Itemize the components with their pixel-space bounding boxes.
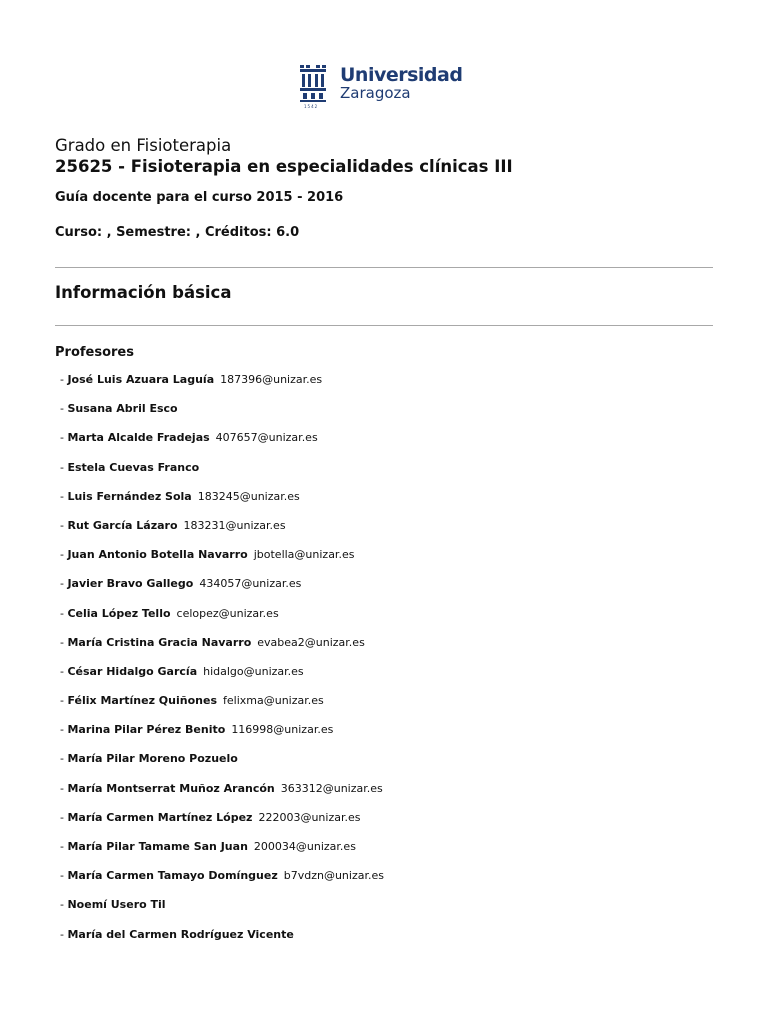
logo-year: 1542 (304, 104, 319, 109)
professors-heading: Profesores (55, 345, 134, 360)
professor-email[interactable]: 407657@unizar.es (215, 431, 318, 445)
professor-name: Celia López Tello (67, 606, 171, 620)
professor-email[interactable]: 187396@unizar.es (220, 373, 323, 386)
professor-item: - Juan Antonio Botella Navarro jbotella@unizar.es (60, 548, 355, 562)
logo-wordmark (340, 66, 462, 101)
professor-email[interactable]: hidalgo@unizar.es (203, 664, 304, 678)
professor-email[interactable]: jbotella@unizar.es (253, 548, 355, 562)
professor-item: - María Pilar Tamame San Juan 200034@unizar.es (60, 840, 356, 853)
professor-name: María Pilar Tamame San Juan (67, 840, 248, 853)
professor-item: - Marta Alcalde Fradejas 407657@unizar.es (60, 431, 318, 445)
guide-year: Guía docente para el curso 2015 - 2016 (55, 190, 344, 205)
professor-item: - Javier Bravo Gallego 434057@unizar.es (60, 577, 302, 591)
professor-email[interactable]: 363312@unizar.es (280, 781, 383, 795)
logo-line-zaragoza: Zaragoza (340, 84, 411, 102)
professor-item: - María del Carmen Rodríguez Vicente (60, 927, 294, 941)
professor-item: - Susana Abril Esco (60, 402, 178, 416)
professor-item: - Celia López Tello celopez@unizar.es (60, 606, 279, 620)
professor-item: - Félix Martínez Quiñones felixma@unizar.es (60, 694, 324, 708)
professor-name: María Montserrat Muñoz Arancón (67, 781, 275, 795)
professor-item: - José Luis Azuara Laguía 187396@unizar.es (60, 373, 323, 386)
professor-email[interactable]: b7vdzn@unizar.es (283, 869, 384, 883)
professor-name: Rut García Lázaro (67, 518, 178, 532)
professor-item: - María Cristina Gracia Navarro evabea2@unizar.es (60, 635, 365, 649)
professor-name: María Pilar Moreno Pozuelo (67, 752, 238, 766)
professor-item: - Estela Cuevas Franco (60, 460, 200, 474)
course-meta: Curso: , Semestre: , Créditos: 6.0 (55, 225, 300, 240)
professor-name: José Luis Azuara Laguía (67, 373, 215, 386)
degree-title: Grado en Fisioterapia (55, 136, 232, 155)
professor-name: María del Carmen Rodríguez Vicente (67, 927, 294, 941)
professor-email[interactable]: 200034@unizar.es (253, 840, 356, 853)
professor-item: - María Montserrat Muñoz Arancón 363312@unizar.es (60, 781, 383, 795)
divider-top (55, 267, 713, 268)
professor-name: Marta Alcalde Fradejas (67, 431, 210, 445)
professor-item: - Marina Pilar Pérez Benito 116998@unizar.es (60, 723, 334, 737)
professor-email[interactable]: felixma@unizar.es (223, 694, 324, 708)
crest-icon (298, 64, 328, 108)
divider-bottom (55, 325, 713, 326)
professor-name: Javier Bravo Gallego (67, 577, 194, 591)
professor-name: María Carmen Tamayo Domínguez (67, 869, 278, 883)
professor-item: - Luis Fernández Sola 183245@unizar.es (60, 489, 300, 503)
course-title: 25625 - Fisioterapia en especialidades clínicas III (55, 157, 513, 176)
professor-name: María Carmen Martínez López (67, 810, 253, 824)
professor-name: Félix Martínez Quiñones (67, 694, 217, 708)
university-logo (298, 64, 468, 112)
professor-item: - María Carmen Martínez López 222003@unizar.es (60, 810, 361, 824)
section-title: Información básica (55, 283, 232, 302)
professor-item: - Noemí Usero Til (60, 898, 166, 912)
professor-email[interactable]: evabea2@unizar.es (257, 635, 365, 649)
professor-email[interactable]: 434057@unizar.es (199, 577, 302, 591)
professor-name: Susana Abril Esco (67, 402, 178, 416)
professor-item: - María Carmen Tamayo Domínguez b7vdzn@unizar.es (60, 869, 384, 883)
professor-name: María Cristina Gracia Navarro (67, 635, 252, 649)
professor-list (60, 372, 384, 956)
professor-name: Estela Cuevas Franco (67, 460, 200, 474)
professor-item: - César Hidalgo García hidalgo@unizar.es (60, 664, 304, 678)
professor-item: - Rut García Lázaro 183231@unizar.es (60, 518, 286, 532)
professor-name: Juan Antonio Botella Navarro (67, 548, 248, 562)
professor-email[interactable]: 116998@unizar.es (231, 723, 334, 737)
professor-name: César Hidalgo García (67, 664, 198, 678)
professor-email[interactable]: 222003@unizar.es (258, 810, 361, 824)
logo-line-universidad: Universidad (340, 64, 463, 86)
professor-email[interactable]: 183245@unizar.es (197, 489, 300, 503)
professor-name: Luis Fernández Sola (67, 489, 192, 503)
professor-email[interactable]: celopez@unizar.es (176, 606, 279, 620)
professor-item: - María Pilar Moreno Pozuelo (60, 752, 238, 766)
professor-name: Marina Pilar Pérez Benito (67, 723, 226, 737)
professor-name: Noemí Usero Til (67, 898, 166, 912)
professor-email[interactable]: 183231@unizar.es (183, 518, 286, 532)
